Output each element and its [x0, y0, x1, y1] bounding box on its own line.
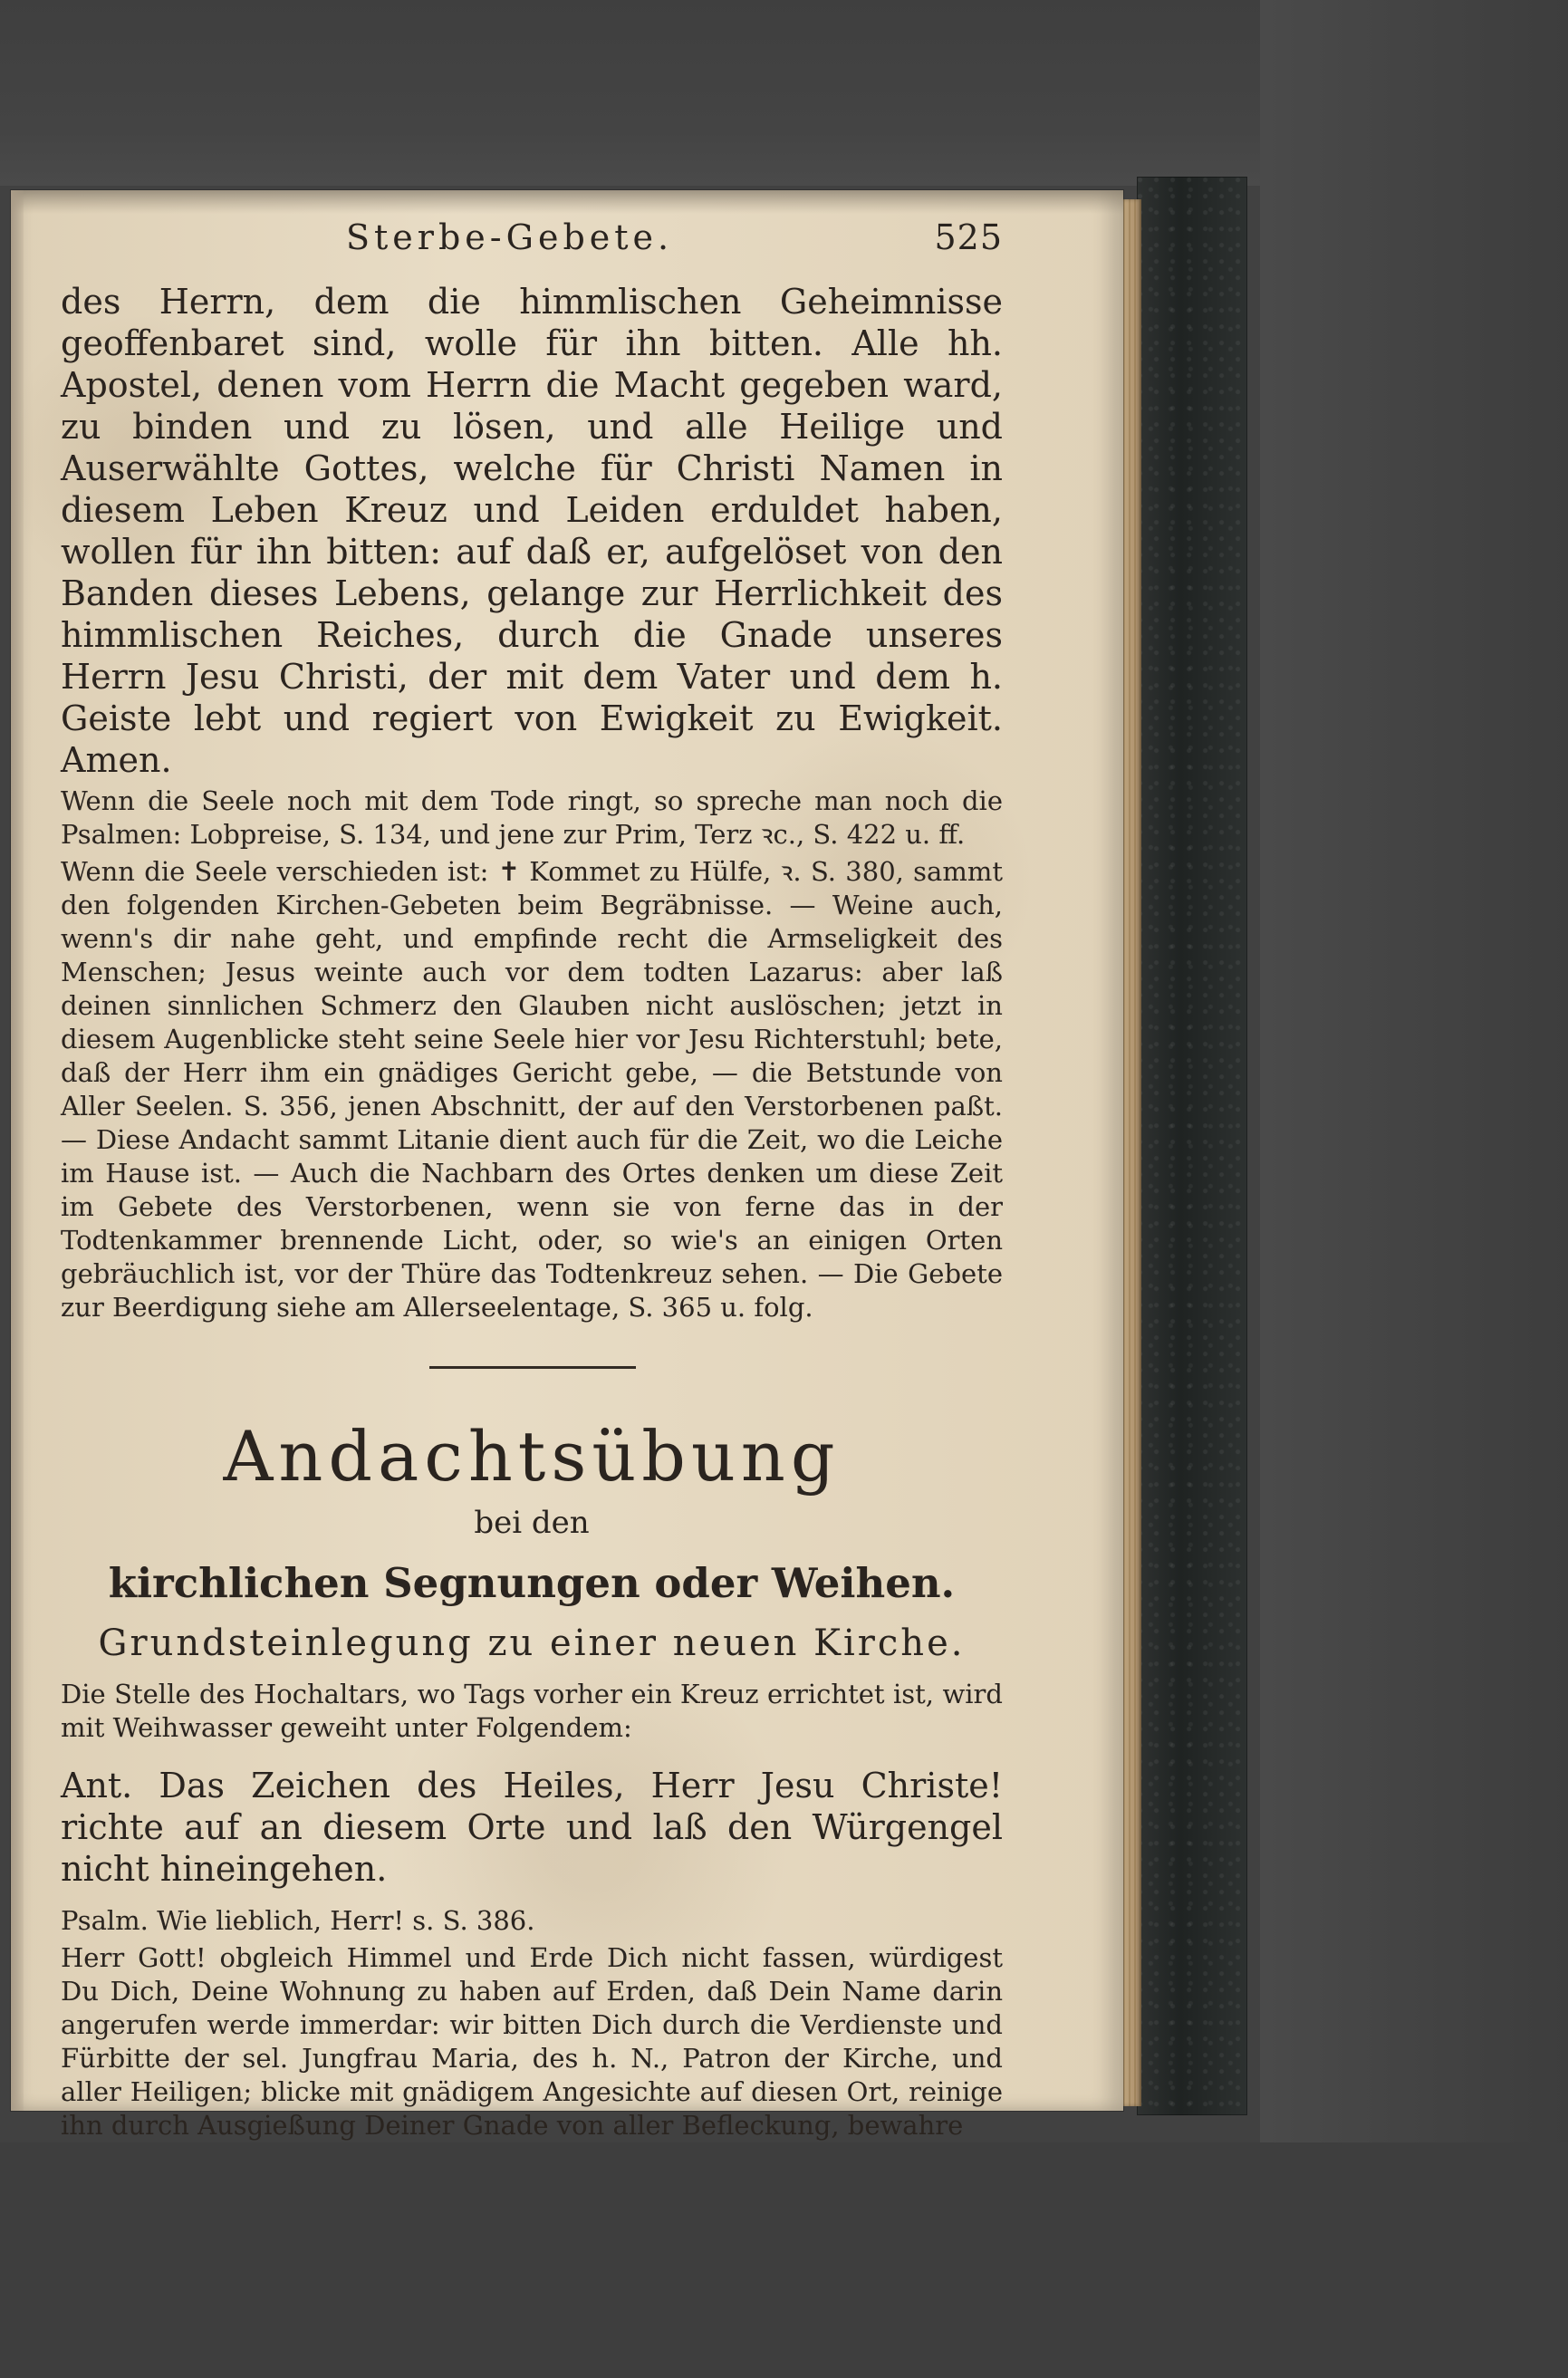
dark-background-right: [1260, 0, 1568, 2378]
prayer-text: Herr Gott! obgleich Himmel und Erde Dich nicht fassen, würdigest Du Dich, Deine Wohnung zu haben auf Erden, daß Dein Name darin angerufen werde immerdar: wir bitten Dich durch die Verdienste und Fürbitte der sel. Jungfrau Maria, des h. N., Patron der Kirche, und aller Heiligen; blicke mit gnädigem Angesichte auf diesen Ort, reinige ihn durch Ausgießung Deiner Gnade von aller Befleckung, bewahre: [61, 1942, 1003, 2141]
prayer-continuation: des Herrn, dem die himmlischen Geheimnisse geoffenbaret sind, wolle für ihn bitten. Alle hh. Apostel, denen vom Herrn die Macht gegeben ward, zu binden und zu lösen, und alle Heilige und Auserwählte Gottes, welche für Christi Namen in diesem Leben Kreuz und Leiden erduldet haben, wollen für ihn bitten: auf daß er, aufgelöset von den Banden dieses Lebens, gelange zur Herrlichkeit des himmlischen Reiches, durch die Gnade unseres Herrn Jesu Christi, der mit dem Vater und dem h. Geiste lebt und regiert von Ewigkeit zu Ewigkeit. Amen.: [61, 282, 1003, 780]
psalm-reference: Psalm. Wie lieblich, Herr! s. S. 386.: [61, 1905, 535, 1936]
rubric-note-2: Wenn die Seele verschieden ist: ✝ Kommet zu Hülfe, ꝛ. S. 380, sammt den folgenden Kirchen-Gebeten beim Begräbnisse. — Weine auch, wenn's dir nahe geht, und empfinde recht die Armseligkeit des Menschen; Jesus weinte auch vor dem todten Lazarus: aber laß deinen sinnlichen Schmerz den Glauben nicht auslöschen; jetzt in diesem Augenblicke steht seine Seele hier vor Jesu Richterstuhl; bete, daß der Herr ihm ein gnädiges Gericht gebe, — die Betstunde von Aller Seelen. S. 356, jenen Abschnitt, der auf den Verstorbenen paßt. — Diese Andacht sammt Litanie dient auch für die Zeit, wo die Leiche im Hause ist. — Auch die Nachbarn des Ortes denken um diese Zeit im Gebete des Verstorbenen, wenn sie von ferne das in der Todtenkammer brennende Licht, oder, so wie's an einigen Orten gebräuchlich ist, vor der Thüre das Todtenkreuz sehen. — Die Gebete zur Beerdigung siehe am Allerseelentage, S. 365 u. folg.: [61, 856, 1003, 1323]
section-instruction: Die Stelle des Hochaltars, wo Tags vorher ein Kreuz errichtet ist, wird mit Weihwasser geweiht unter Folgendem:: [61, 1679, 1003, 1743]
antiphon: Ant. Das Zeichen des Heiles, Herr Jesu Christe! richte auf an diesem Orte und laß den Würgengel nicht hineingehen.: [61, 1766, 1003, 1889]
running-head: Sterbe-Gebete.: [346, 217, 674, 257]
section-heading: Grundsteinlegung zu einer neuen Kirche.: [98, 1622, 966, 1664]
page-number: 525: [934, 217, 1003, 257]
section-subtitle-bold: kirchlichen Segnungen oder Weihen.: [108, 1559, 956, 1607]
page-content: [61, 217, 1003, 2142]
section-divider: [429, 1366, 636, 1369]
dark-background-bottom: [0, 2142, 1568, 2378]
book-spine: [1137, 177, 1247, 2115]
page-header: [61, 217, 1003, 281]
rubric-note-1: Wenn die Seele noch mit dem Tode ringt, so spreche man noch die Psalmen: Lobpreise, S. 134, und jene zur Prim, Terz ꝛc., S. 422 u. ff.: [61, 785, 1003, 850]
section-title: Andachtsübung: [223, 1416, 841, 1497]
section-subtitle-small: bei den: [474, 1505, 590, 1541]
book-page: [11, 190, 1123, 2141]
